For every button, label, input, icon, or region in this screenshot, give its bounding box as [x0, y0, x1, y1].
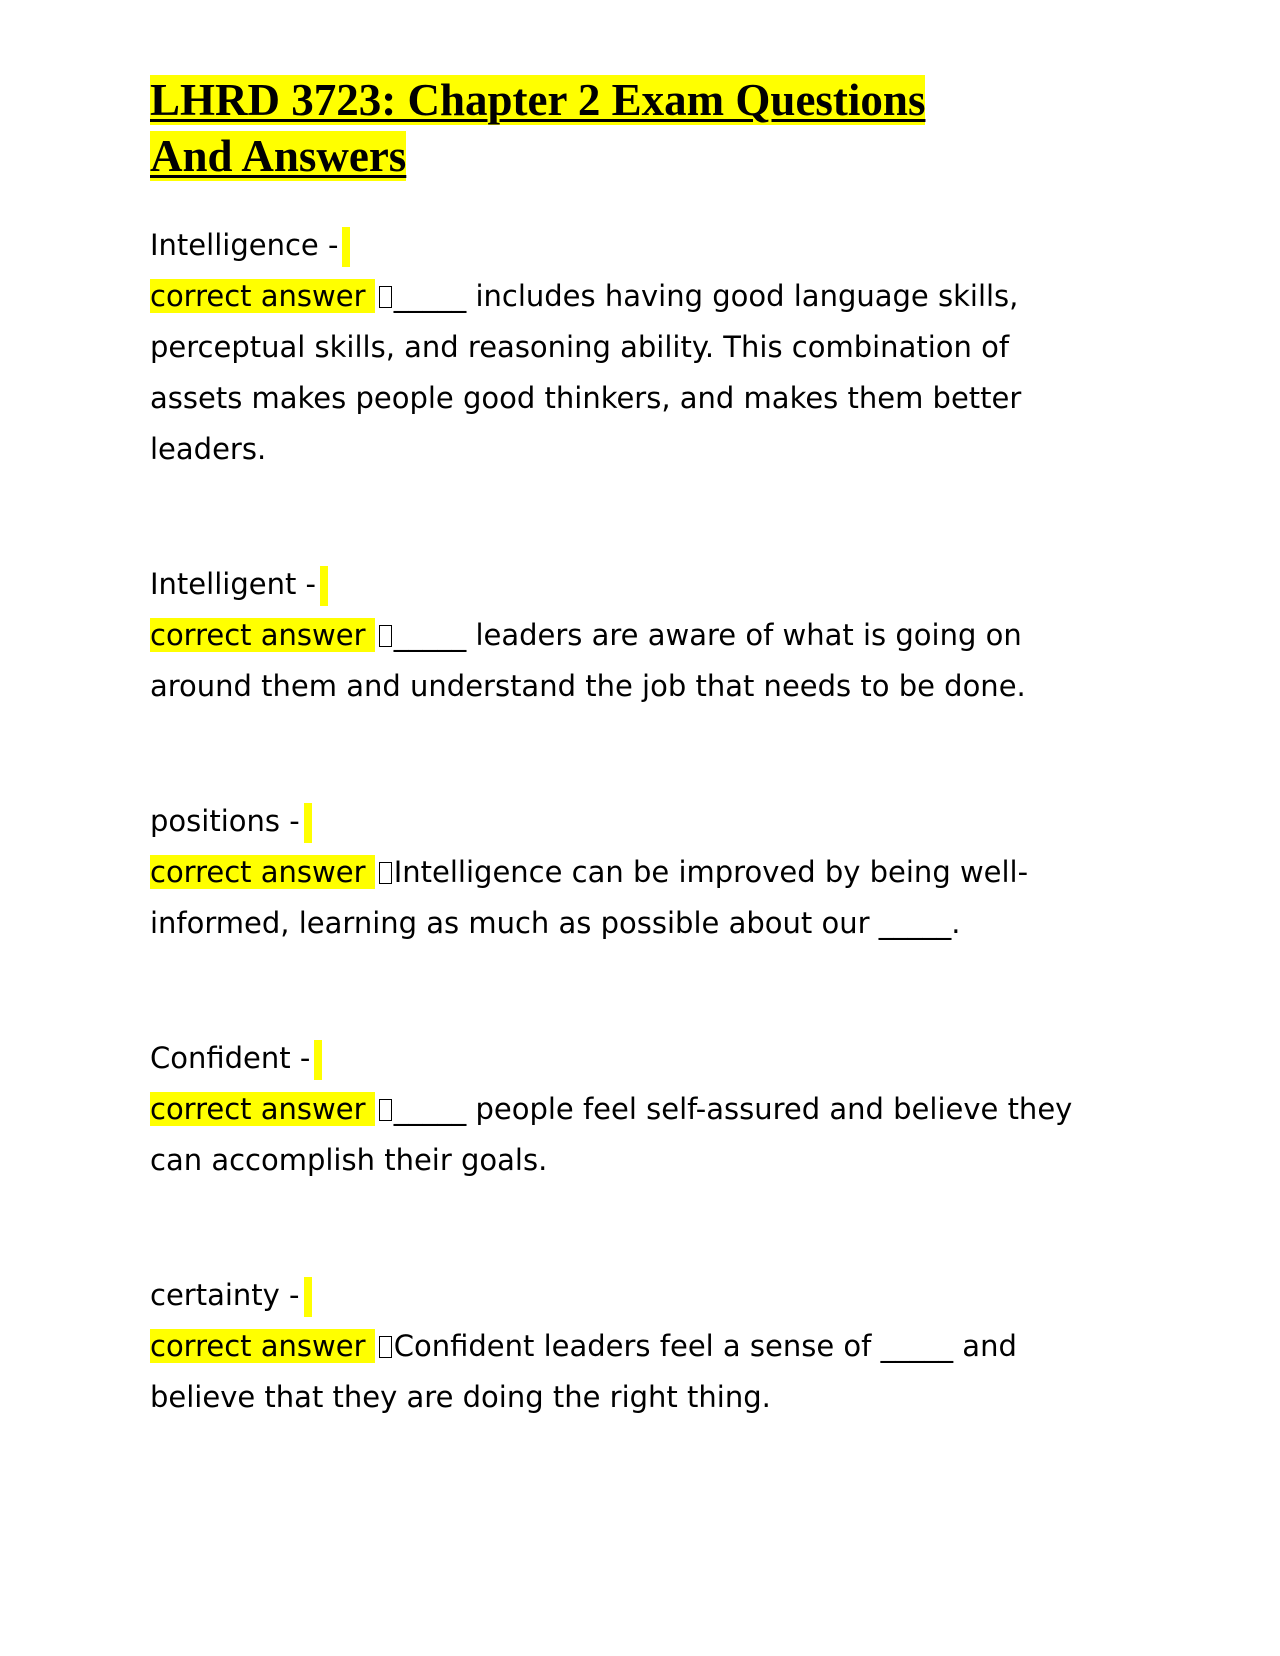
answer-line [150, 847, 1110, 949]
term-line [150, 1270, 1110, 1321]
answer-label: correct answer [150, 279, 375, 313]
qa-item [150, 796, 1110, 949]
highlight-mark [320, 566, 328, 606]
answer-line [150, 610, 1110, 712]
document-page [150, 72, 1110, 1423]
qa-item [150, 1270, 1110, 1423]
term-line [150, 796, 1110, 847]
answer-line [150, 1084, 1110, 1186]
missing-glyph-icon [379, 625, 392, 647]
answer-label: correct answer [150, 1329, 375, 1363]
qa-item [150, 559, 1110, 712]
answer-text: Confident leaders feel a sense of _____ and believe that they are doing the right thing. [150, 1329, 1017, 1414]
answer-text: _____ leaders are aware of what is going on around them and understand the job that needs to be done. [150, 618, 1026, 703]
term-text: Intelligence - [150, 228, 339, 262]
term-text: positions - [150, 804, 300, 838]
answer-label: correct answer [150, 1092, 375, 1126]
term-line [150, 559, 1110, 610]
term-text: Intelligent - [150, 567, 316, 601]
answer-line [150, 1321, 1110, 1423]
highlight-mark [342, 227, 350, 267]
qa-item [150, 1033, 1110, 1186]
term-text: certainty - [150, 1278, 300, 1312]
answer-label: correct answer [150, 855, 375, 889]
answer-label: correct answer [150, 618, 375, 652]
answer-text: Intelligence can be improved by being well-informed, learning as much as possible about our _____. [150, 855, 1029, 940]
missing-glyph-icon [379, 1336, 392, 1358]
missing-glyph-icon [379, 286, 392, 308]
answer-line [150, 271, 1110, 475]
highlight-mark [304, 803, 312, 843]
title-line-1: LHRD 3723: Chapter 2 Exam Questions [150, 75, 926, 125]
term-text: Confident - [150, 1041, 311, 1075]
highlight-mark [304, 1277, 312, 1317]
answer-text: _____ includes having good language skills, perceptual skills, and reasoning ability. This combination of assets makes people good thinkers, and makes them better leaders. [150, 279, 1022, 466]
term-line [150, 1033, 1110, 1084]
title-line-2: And Answers [150, 131, 407, 181]
missing-glyph-icon [379, 1099, 392, 1121]
missing-glyph-icon [379, 862, 392, 884]
highlight-mark [314, 1040, 322, 1080]
answer-text: _____ people feel self-assured and believe they can accomplish their goals. [150, 1092, 1073, 1177]
document-title [150, 72, 1110, 184]
term-line [150, 220, 1110, 271]
qa-item [150, 220, 1110, 475]
